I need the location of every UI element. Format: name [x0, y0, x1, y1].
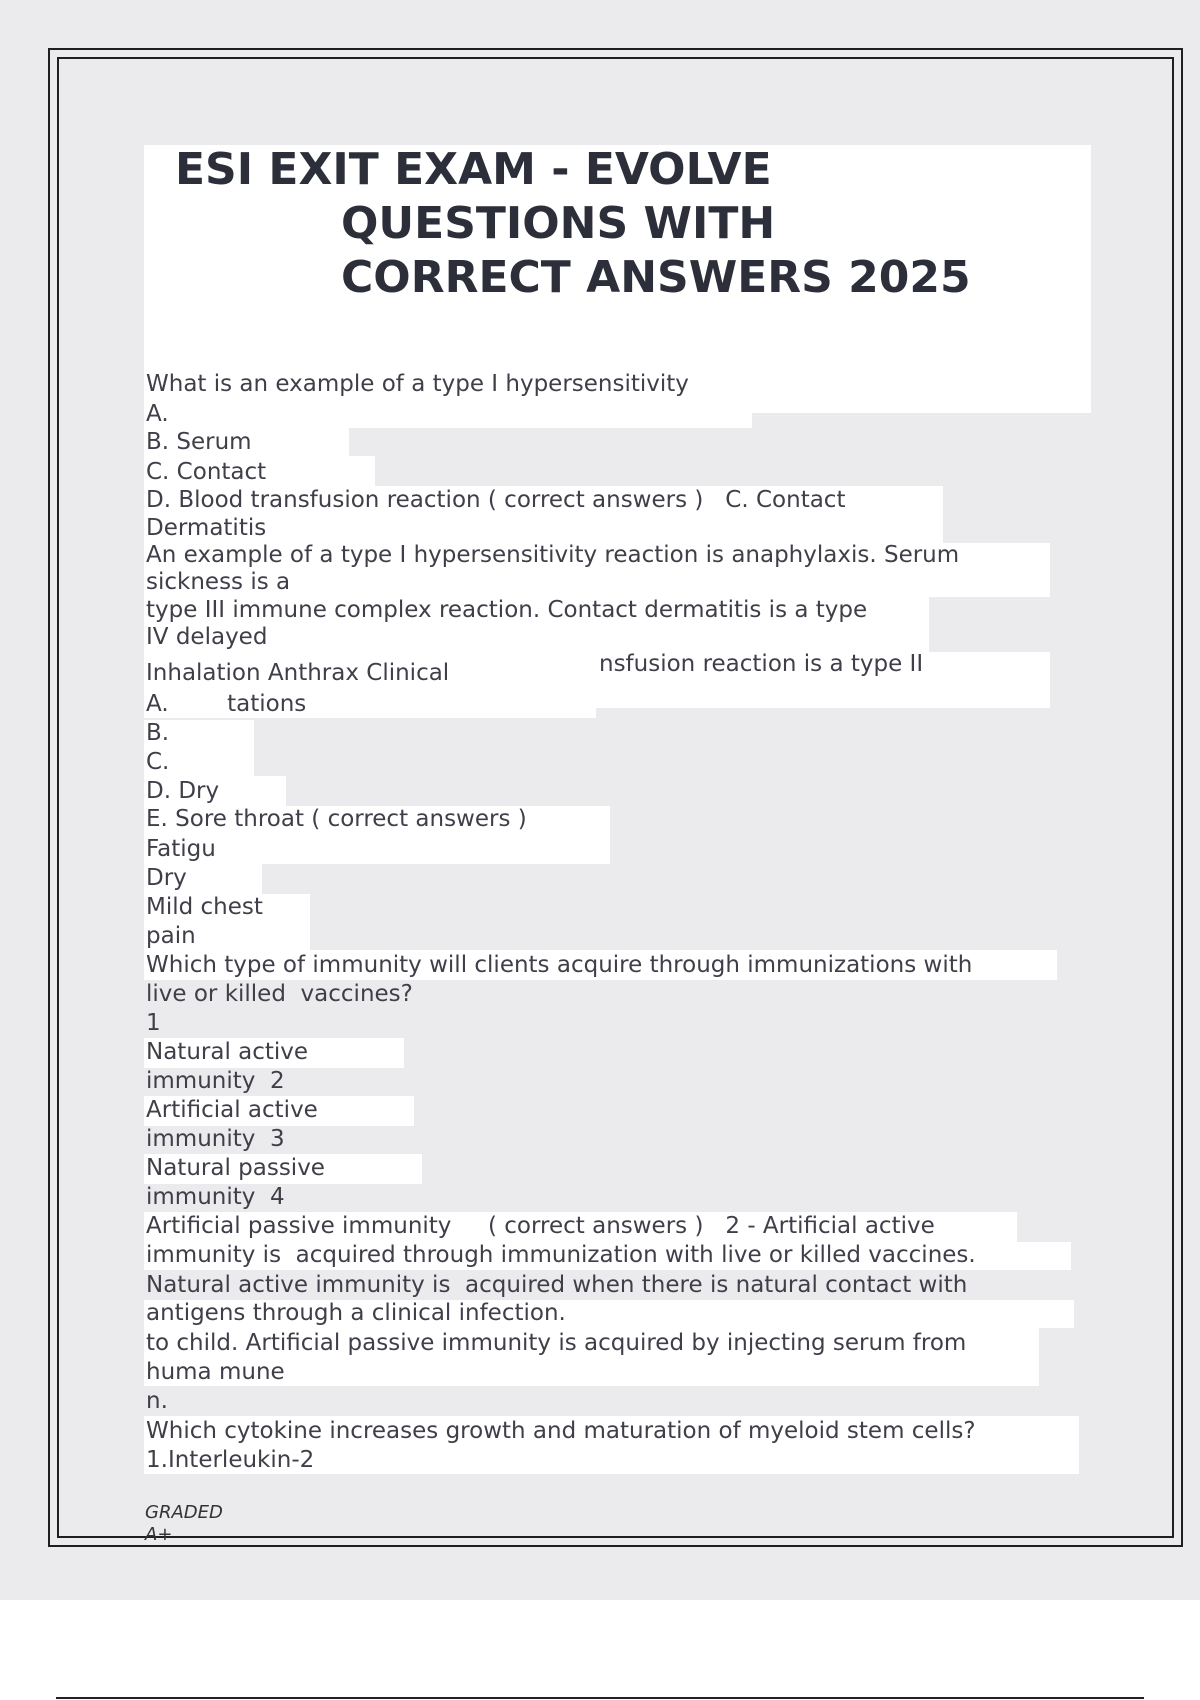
answer-option: 1.Interleukin-2 [146, 1447, 315, 1473]
rationale-text: Natural active immunity is acquired when there is natural contact with [146, 1272, 968, 1298]
rationale-text: n. [146, 1388, 168, 1414]
question-text: What is an example of a type I hypersensitivity [146, 371, 689, 397]
question-text: live or killed vaccines? [146, 981, 413, 1007]
title-line: QUESTIONS WITH [341, 198, 776, 249]
rationale-text: immunity is acquired through immunization with live or killed vaccines. [146, 1242, 976, 1268]
rationale-text: huma mune [146, 1359, 285, 1385]
answer-option: E. Sore throat ( correct answers ) [146, 806, 527, 832]
question-text: Which cytokine increases growth and maturation of myeloid stem cells? [146, 1418, 976, 1444]
stamp-line: GRADED [145, 1502, 223, 1523]
rationale-text: type III immune complex reaction. Contact dermatitis is a type [146, 597, 868, 623]
graded-stamp [145, 1502, 223, 1546]
answer-option: A. [146, 401, 169, 427]
answer-option: immunity 2 [146, 1068, 285, 1094]
answer-text: Mild chest [146, 894, 263, 920]
answer-option: Natural passive [146, 1155, 325, 1181]
rationale-text: IV delayed [146, 624, 268, 650]
answer-option: Artificial active [146, 1097, 318, 1123]
answer-option: A. tations [146, 691, 307, 717]
answer-option: Artificial passive immunity ( correct answers ) 2 - Artificial active [146, 1213, 935, 1239]
title-line: CORRECT ANSWERS 2025 [341, 252, 971, 303]
answer-text: Fatigu [146, 836, 216, 862]
answer-option: immunity 4 [146, 1184, 285, 1210]
rationale-text: sickness is a [146, 569, 291, 595]
answer-text: Dermatitis [146, 515, 267, 541]
answer-option: C. Contact [146, 459, 267, 485]
answer-option: 1 [146, 1010, 161, 1036]
question-text: Inhalation Anthrax Clinical [146, 660, 450, 686]
rationale-text: An example of a type I hypersensitivity reaction is anaphylaxis. Serum [146, 542, 960, 568]
white-patch [144, 400, 752, 428]
answer-option: B. Serum [146, 429, 252, 455]
answer-option: D. Blood transfusion reaction ( correct answers ) C. Contact [146, 487, 846, 513]
stamp-line: A+ [145, 1524, 173, 1545]
rationale-text: nsfusion reaction is a type II [599, 651, 924, 677]
answer-option: immunity 3 [146, 1126, 285, 1152]
rationale-text: antigens through a clinical infection. [146, 1300, 566, 1326]
footer-rule [56, 1697, 1144, 1699]
answer-text: pain [146, 923, 196, 949]
answer-option: Natural active [146, 1039, 309, 1065]
rationale-text: to child. Artificial passive immunity is acquired by injecting serum from [146, 1330, 967, 1356]
answer-text: Dry [146, 865, 187, 891]
title-line: ESI EXIT EXAM - EVOLVE [175, 144, 772, 195]
question-text: Which type of immunity will clients acquire through immunizations with [146, 952, 973, 978]
answer-option: C. [146, 749, 170, 775]
answer-option: D. Dry [146, 778, 220, 804]
answer-option: B. [146, 720, 170, 746]
